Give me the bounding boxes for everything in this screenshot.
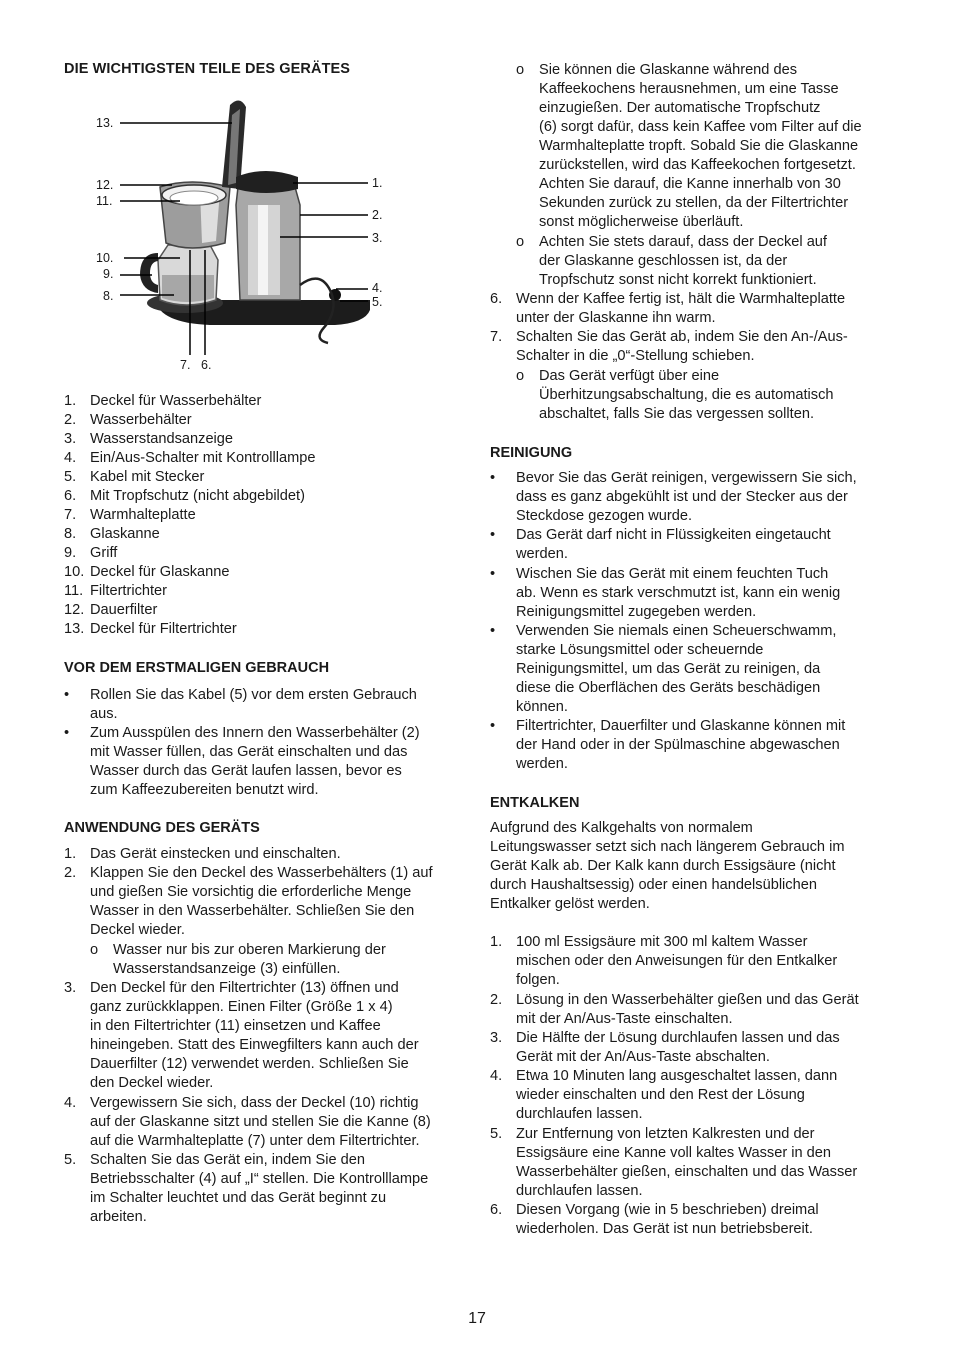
list-item-number: 13. [64,621,85,637]
text-line: Wischen Sie das Gerät mit einem feuchten Tuch [516,566,829,582]
text-line: Reinigungsmittel, um das Gerät zu reinigen, da [516,661,821,677]
text-line: Aufgrund des Kalkgehalts von normalem [490,820,753,836]
list-item-number: 4. [64,450,77,466]
list-item-number: 7. [64,507,77,523]
text-line: Wenn der Kaffee fertig ist, hält die Warmhalteplatte [516,291,846,307]
text-line: diese die Oberflächen des Geräts beschädigen [516,680,821,696]
list-item-number: 1. [490,934,503,950]
list-item-number: 12. [64,602,85,618]
text-line: hineingeben. Statt des Einwegfilters kann auch der [90,1037,419,1053]
text-line: Sekunden zurück zu stellen, da der Filtertrichter [539,195,849,211]
figure-label-7: 7. [180,358,191,372]
text-line: Deckel wieder. [90,922,185,938]
text-line: Wasser nur bis zur oberen Markierung der [113,942,386,958]
text-line: der Glaskanne geschlossen ist, da der [539,253,788,269]
list-item-number: 4. [490,1068,503,1084]
list-item: Deckel für Glaskanne [90,564,230,580]
text-line: Filtertrichter, Dauerfilter und Glaskanne können mit [516,718,846,734]
sub-marker: o [516,234,525,250]
list-item: Griff [90,545,118,561]
list-item-number: 5. [490,1126,503,1142]
text-line: und gießen Sie vorsichtig die erforderliche Menge [90,884,412,900]
text-line: unter der Glaskanne ihn warm. [516,310,716,326]
text-line: starke Lösungsmittel oder scheuernde [516,642,764,658]
bullet-marker: • [490,527,496,543]
text-line: der Hand oder in der Spülmaschine abgewaschen [516,737,840,753]
text-line: abschaltet, falls Sie das vergessen sollten. [539,406,815,422]
list-item-number: 4. [64,1095,77,1111]
text-line: folgen. [516,972,560,988]
text-line: einzugießen. Der automatische Tropfschutz [539,100,821,116]
text-line: durchlaufen lassen. [516,1183,643,1199]
text-line: (6) sorgt dafür, dass kein Kaffee vom Filter auf die [539,119,862,135]
figure-label-9: 9. [103,267,114,281]
list-item: Filtertrichter [90,583,168,599]
heading-main-parts: DIE WICHTIGSTEN TEILE DES GERÄTES [64,61,351,77]
text-line: Warmhalteplatte tropft. Sobald Sie die Glaskanne [539,138,859,154]
text-line: Klappen Sie den Deckel des Wasserbehälters (1) auf [90,865,433,881]
list-item: Warmhalteplatte [90,507,196,523]
text-line: Achten Sie darauf, die Kanne innerhalb von 30 [539,176,841,192]
list-item-number: 3. [64,980,77,996]
text-line: wieder einschalten und den Rest der Lösung [516,1087,805,1103]
text-line: Essigsäure eine Kanne voll kaltes Wasser in den [516,1145,832,1161]
text-line: aus. [90,706,118,722]
list-item-number: 6. [64,488,77,504]
figure-label-5: 5. [372,295,383,309]
list-item: Glaskanne [90,526,160,542]
text-line: im Schalter leuchtet und das Gerät beginnt zu [90,1190,387,1206]
text-line: in den Filtertrichter (11) einsetzen und Kaffee [90,1018,381,1034]
list-item-number: 9. [64,545,77,561]
coffee-maker-figure [90,95,390,375]
list-item-number: 6. [490,291,503,307]
text-line: Tropfschutz sonst nicht korrekt funktioniert. [539,272,817,288]
text-line: wiederholen. Das Gerät ist nun betriebsbereit. [516,1221,813,1237]
text-line: arbeiten. [90,1209,147,1225]
text-line: werden. [516,756,568,772]
text-line: Achten Sie stets darauf, dass der Deckel auf [539,234,827,250]
text-line: Zum Ausspülen des Innern den Wasserbehälter (2) [90,725,420,741]
bullet-marker: • [64,725,70,741]
text-line: Steckdose gezogen wurde. [516,508,693,524]
text-line: zum Kaffeezubereiten benutzt wird. [90,782,319,798]
text-line: mischen oder den Anweisungen für den Entkalker [516,953,838,969]
text-line: 100 ml Essigsäure mit 300 ml kaltem Wasser [516,934,808,950]
text-line: Sie können die Glaskanne während des [539,62,797,78]
list-item-number: 11. [64,583,84,599]
text-line: Diesen Vorgang (wie in 5 beschrieben) dreimal [516,1202,819,1218]
text-line: mit der An/Aus-Taste einschalten. [516,1011,733,1027]
text-line: ganz zurückklappen. Einen Filter (Größe 1 x 4) [90,999,393,1015]
text-line: durch Haushaltsessig) oder einen handelsüblichen [490,877,817,893]
text-line: Etwa 10 Minuten lang ausgeschaltet lassen, dann [516,1068,838,1084]
list-item: Kabel mit Stecker [90,469,205,485]
text-line: durchlaufen lassen. [516,1106,643,1122]
text-line: Vergewissern Sie sich, dass der Deckel (10) richtig [90,1095,419,1111]
list-item: Mit Tropfschutz (nicht abgebildet) [90,488,305,504]
text-line: Das Gerät darf nicht in Flüssigkeiten eingetaucht [516,527,831,543]
list-item-number: 10. [64,564,85,580]
text-line: Den Deckel für den Filtertrichter (13) öffnen und [90,980,399,996]
text-line: Das Gerät einstecken und einschalten. [90,846,341,862]
text-line: dass es ganz abgekühlt ist und der Stecker aus der [516,489,848,505]
text-line: Gerät Kalk ab. Der Kalk kann durch Essigsäure (nicht [490,858,836,874]
sub-marker: o [516,62,525,78]
heading-first-use: VOR DEM ERSTMALIGEN GEBRAUCH [64,660,330,676]
list-item: Wasserstandsanzeige [90,431,234,447]
text-line: auf der Glaskanne sitzt und stellen Sie die Kanne (8) [90,1114,431,1130]
text-line: Die Hälfte der Lösung durchlaufen lassen und das [516,1030,840,1046]
figure-label-8: 8. [103,289,114,303]
figure-label-2: 2. [372,208,383,222]
text-line: Wasserbehälter gießen, einschalten und das Wasser [516,1164,858,1180]
text-line: Leitungswasser setzt sich nach längerem Gebrauch im [490,839,845,855]
sub-marker: o [516,368,525,384]
figure-label-3: 3. [372,231,383,245]
text-line: Bevor Sie das Gerät reinigen, vergewissern Sie sich, [516,470,857,486]
text-line: Entkalker gelöst werden. [490,896,650,912]
list-item-number: 7. [490,329,503,345]
list-item-number: 1. [64,846,77,862]
text-line: Schalten Sie das Gerät ein, indem Sie den [90,1152,366,1168]
text-line: Betriebsschalter (4) auf „I“ stellen. Die Kontrolllampe [90,1171,429,1187]
list-item-number: 2. [64,412,77,428]
text-line: Zur Entfernung von letzten Kalkresten und der [516,1126,815,1142]
list-item-number: 3. [64,431,77,447]
list-item-number: 2. [64,865,77,881]
heading-descaling: ENTKALKEN [490,795,580,811]
figure-label-1: 1. [372,176,383,190]
text-line: mit Wasser füllen, das Gerät einschalten und das [90,744,408,760]
heading-cleaning: REINIGUNG [490,445,573,461]
text-line: Das Gerät verfügt über eine [539,368,720,384]
figure-label-6: 6. [201,358,212,372]
text-line: Dauerfilter (12) verwendet werden. Schließen Sie [90,1056,409,1072]
text-line: Wasser in den Wasserbehälter. Schließen Sie den [90,903,415,919]
text-line: Reinigungsmittel zugegeben werden. [516,604,757,620]
list-item-number: 5. [64,1152,77,1168]
text-line: können. [516,699,568,715]
list-item: Wasserbehälter [90,412,192,428]
text-line: Wasserstandsanzeige (3) einfüllen. [113,961,341,977]
list-item-number: 2. [490,992,503,1008]
list-item-number: 3. [490,1030,503,1046]
text-line: Rollen Sie das Kabel (5) vor dem ersten Gebrauch [90,687,417,703]
text-line: ab. Wenn es stark verschmutzt ist, kann ein wenig [516,585,841,601]
list-item: Ein/Aus-Schalter mit Kontrolllampe [90,450,316,466]
heading-usage: ANWENDUNG DES GERÄTS [64,820,260,836]
bullet-marker: • [490,718,496,734]
text-line: Schalter in die „0“-Stellung schieben. [516,348,755,364]
text-line: Lösung in den Wasserbehälter gießen und das Gerät [516,992,859,1008]
list-item: Deckel für Filtertrichter [90,621,237,637]
list-item: Deckel für Wasserbehälter [90,393,262,409]
figure-label-10: 10. [96,251,114,265]
text-line: Überhitzungsabschaltung, die es automatisch [539,387,834,403]
text-line: zurückstellen, wird das Kaffeekochen fortgesetzt. [539,157,856,173]
figure-label-13: 13. [96,116,114,130]
text-line: Verwenden Sie niemals einen Scheuerschwamm, [516,623,837,639]
list-item-number: 6. [490,1202,503,1218]
figure-label-11: 11. [96,194,113,208]
text-line: Kaffeekochens herausnehmen, um eine Tasse [539,81,839,97]
text-line: Gerät mit der An/Aus-Taste abschalten. [516,1049,770,1065]
list-item-number: 8. [64,526,77,542]
bullet-marker: • [490,470,496,486]
figure-label-12: 12. [96,178,114,192]
text-line: werden. [516,546,568,562]
figure-label-4: 4. [372,281,383,295]
text-line: auf die Warmhalteplatte (7) unter dem Filtertrichter. [90,1133,420,1149]
bullet-marker: • [64,687,70,703]
text-line: Wasser durch das Gerät laufen lassen, bevor es [90,763,402,779]
sub-marker: o [90,942,99,958]
list-item-number: 1. [64,393,77,409]
text-line: Schalten Sie das Gerät ab, indem Sie den An-/Aus- [516,329,848,345]
list-item: Dauerfilter [90,602,158,618]
text-line: den Deckel wieder. [90,1075,214,1091]
page-number: 17 [468,1310,486,1327]
text-line: sonst möglicherweise überläuft. [539,214,744,230]
bullet-marker: • [490,566,496,582]
list-item-number: 5. [64,469,77,485]
bullet-marker: • [490,623,496,639]
